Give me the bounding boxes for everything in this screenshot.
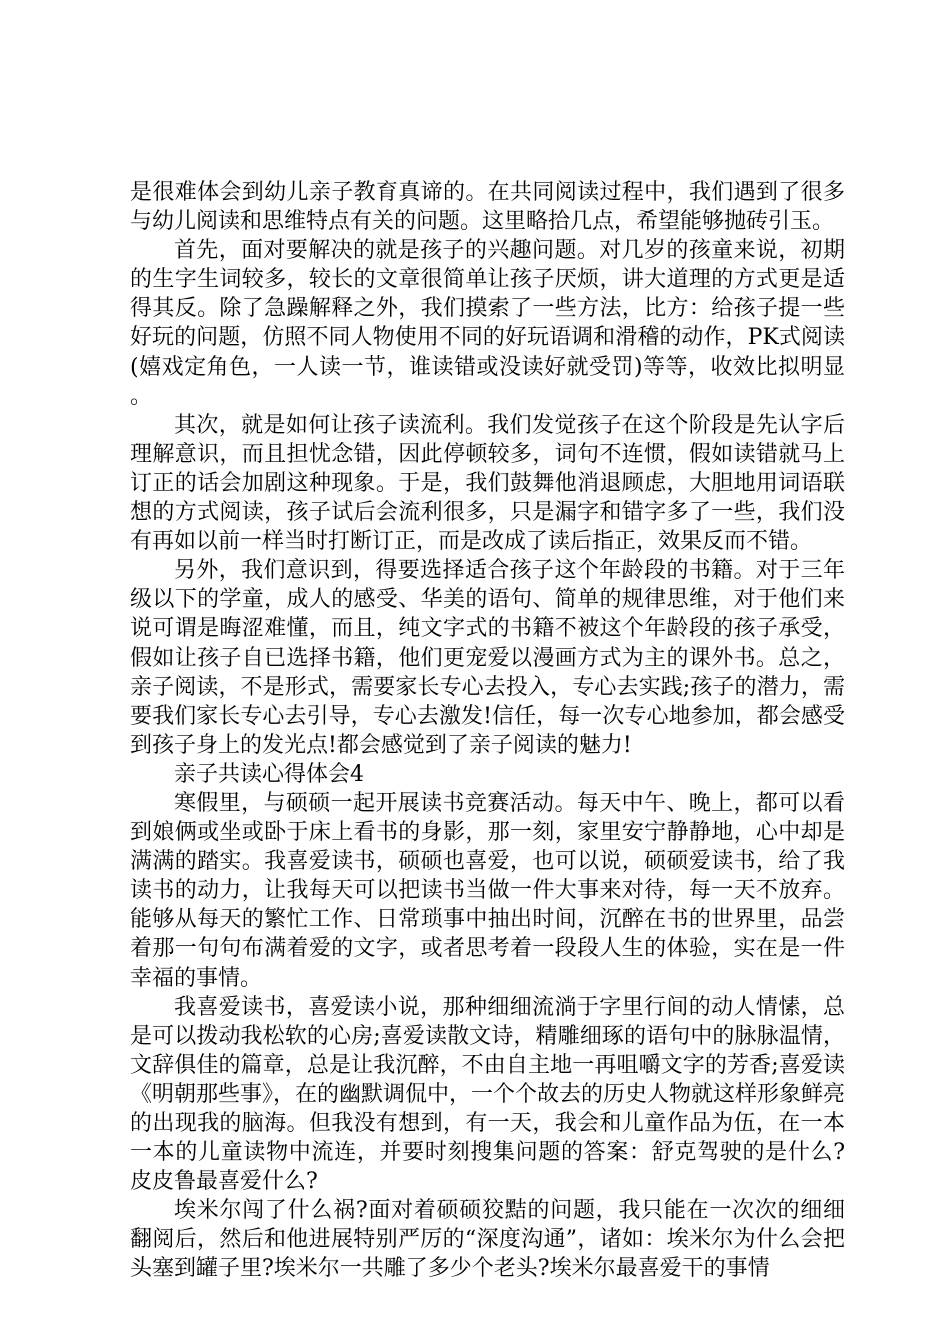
paragraph-emil-questions: 埃米尔闯了什么祸?面对着硕硕狡黠的问题，我只能在一次次的细细翻阅后，然后和他进展特别严厉的“深度沟通”，诸如：埃米尔为什么会把头塞到罐子里?埃米尔一共雕了多少个老头?埃米尔最喜爱干的事情 — [130, 1198, 845, 1282]
paragraph-intro-continuation: 是很难体会到幼儿亲子教育真谛的。在共同阅读过程中，我们遇到了很多与幼儿阅读和思维特点有关的问题。这里略拾几点，希望能够抛砖引玉。 — [130, 180, 845, 235]
paragraph-interest-problem: 首先，面对要解决的就是孩子的兴趣问题。对几岁的孩童来说，初期的生字生词较多，较长的文章很简单让孩子厌烦，讲大道理的方式更是适得其反。除了急躁解释之外，我们摸索了一些方法，比方：给孩子提一些好玩的问题，仿照不同人物使用不同的好玩语调和滑稽的动作，PK式阅读(嬉戏定角色，一人读一节，谁读错或没读好就受罚)等等，收效比拟明显。 — [130, 238, 845, 409]
document-body — [130, 178, 845, 1284]
paragraph-winter-reading: 寒假里，与硕硕一起开展读书竞赛活动。每天中午、晚上，都可以看到娘俩或坐或卧于床上看书的身影，那一刻，家里安宁静静地，心中却是满满的踏实。我喜爱读书，硕硕也喜爱，也可以说，硕硕爱读书，给了我读书的动力，让我每天可以把读书当做一件大事来对待，每一天不放弃。能够从每天的繁忙工作、日常琐事中抽出时间，沉醉在书的世界里，品尝着那一句句布满着爱的文字，或者思考着一段段人生的体验，实在是一件幸福的事情。 — [130, 790, 845, 991]
paragraph-love-reading: 我喜爱读书，喜爱读小说，那种细细流淌于字里行间的动人情愫，总是可以拨动我松软的心房;喜爱读散文诗，精雕细琢的语句中的脉脉温情，文辞俱佳的篇章，总是让我沉醉，不由自主地一再咀嚼文字的芳香;喜爱读《明朝那些事》，在的幽默调侃中，一个个故去的历史人物就这样形象鲜亮的出现我的脑海。但我没有想到，有一天，我会和儿童作品为伍，在一本一本的儿童读物中流连，并要时刻搜集问题的答案：舒克驾驶的是什么?皮皮鲁最喜爱什么? — [130, 994, 846, 1195]
paragraph-reading-fluency: 其次，就是如何让孩子读流利。我们发觉孩子在这个阶段是先认字后理解意识，而且担忧念错，因此停顿较多，词句不连惯，假如读错就马上订正的话会加剧这种现象。于是，我们鼓舞他消退顾虑，大胆地用词语联想的方式阅读，孩子试后会流利很多，只是漏字和错字多了一些，我们没有再如以前一样当时打断订正，而是改成了读后指正，效果反而不错。 — [130, 412, 845, 555]
paragraph-book-selection: 另外，我们意识到，得要选择适合孩子这个年龄段的书籍。对于三年级以下的学童，成人的感受、华美的语句、简单的规律思维，对于他们来说可谓是晦涩难懂，而且，纯文字式的书籍不被这个年龄段的孩子承受，假如让孩子自已选择书籍，他们更宠爱以漫画方式为主的课外书。总之，亲子阅读，不是形式，需要家长专心去投入，专心去实践;孩子的潜力，需要我们家长专心去引导，专心去激发!信任，每一次专心地参加，都会感受到孩子身上的发光点!都会感觉到了亲子阅读的魅力! — [130, 558, 845, 758]
section-heading: 亲子共读心得体会4 — [174, 761, 364, 787]
